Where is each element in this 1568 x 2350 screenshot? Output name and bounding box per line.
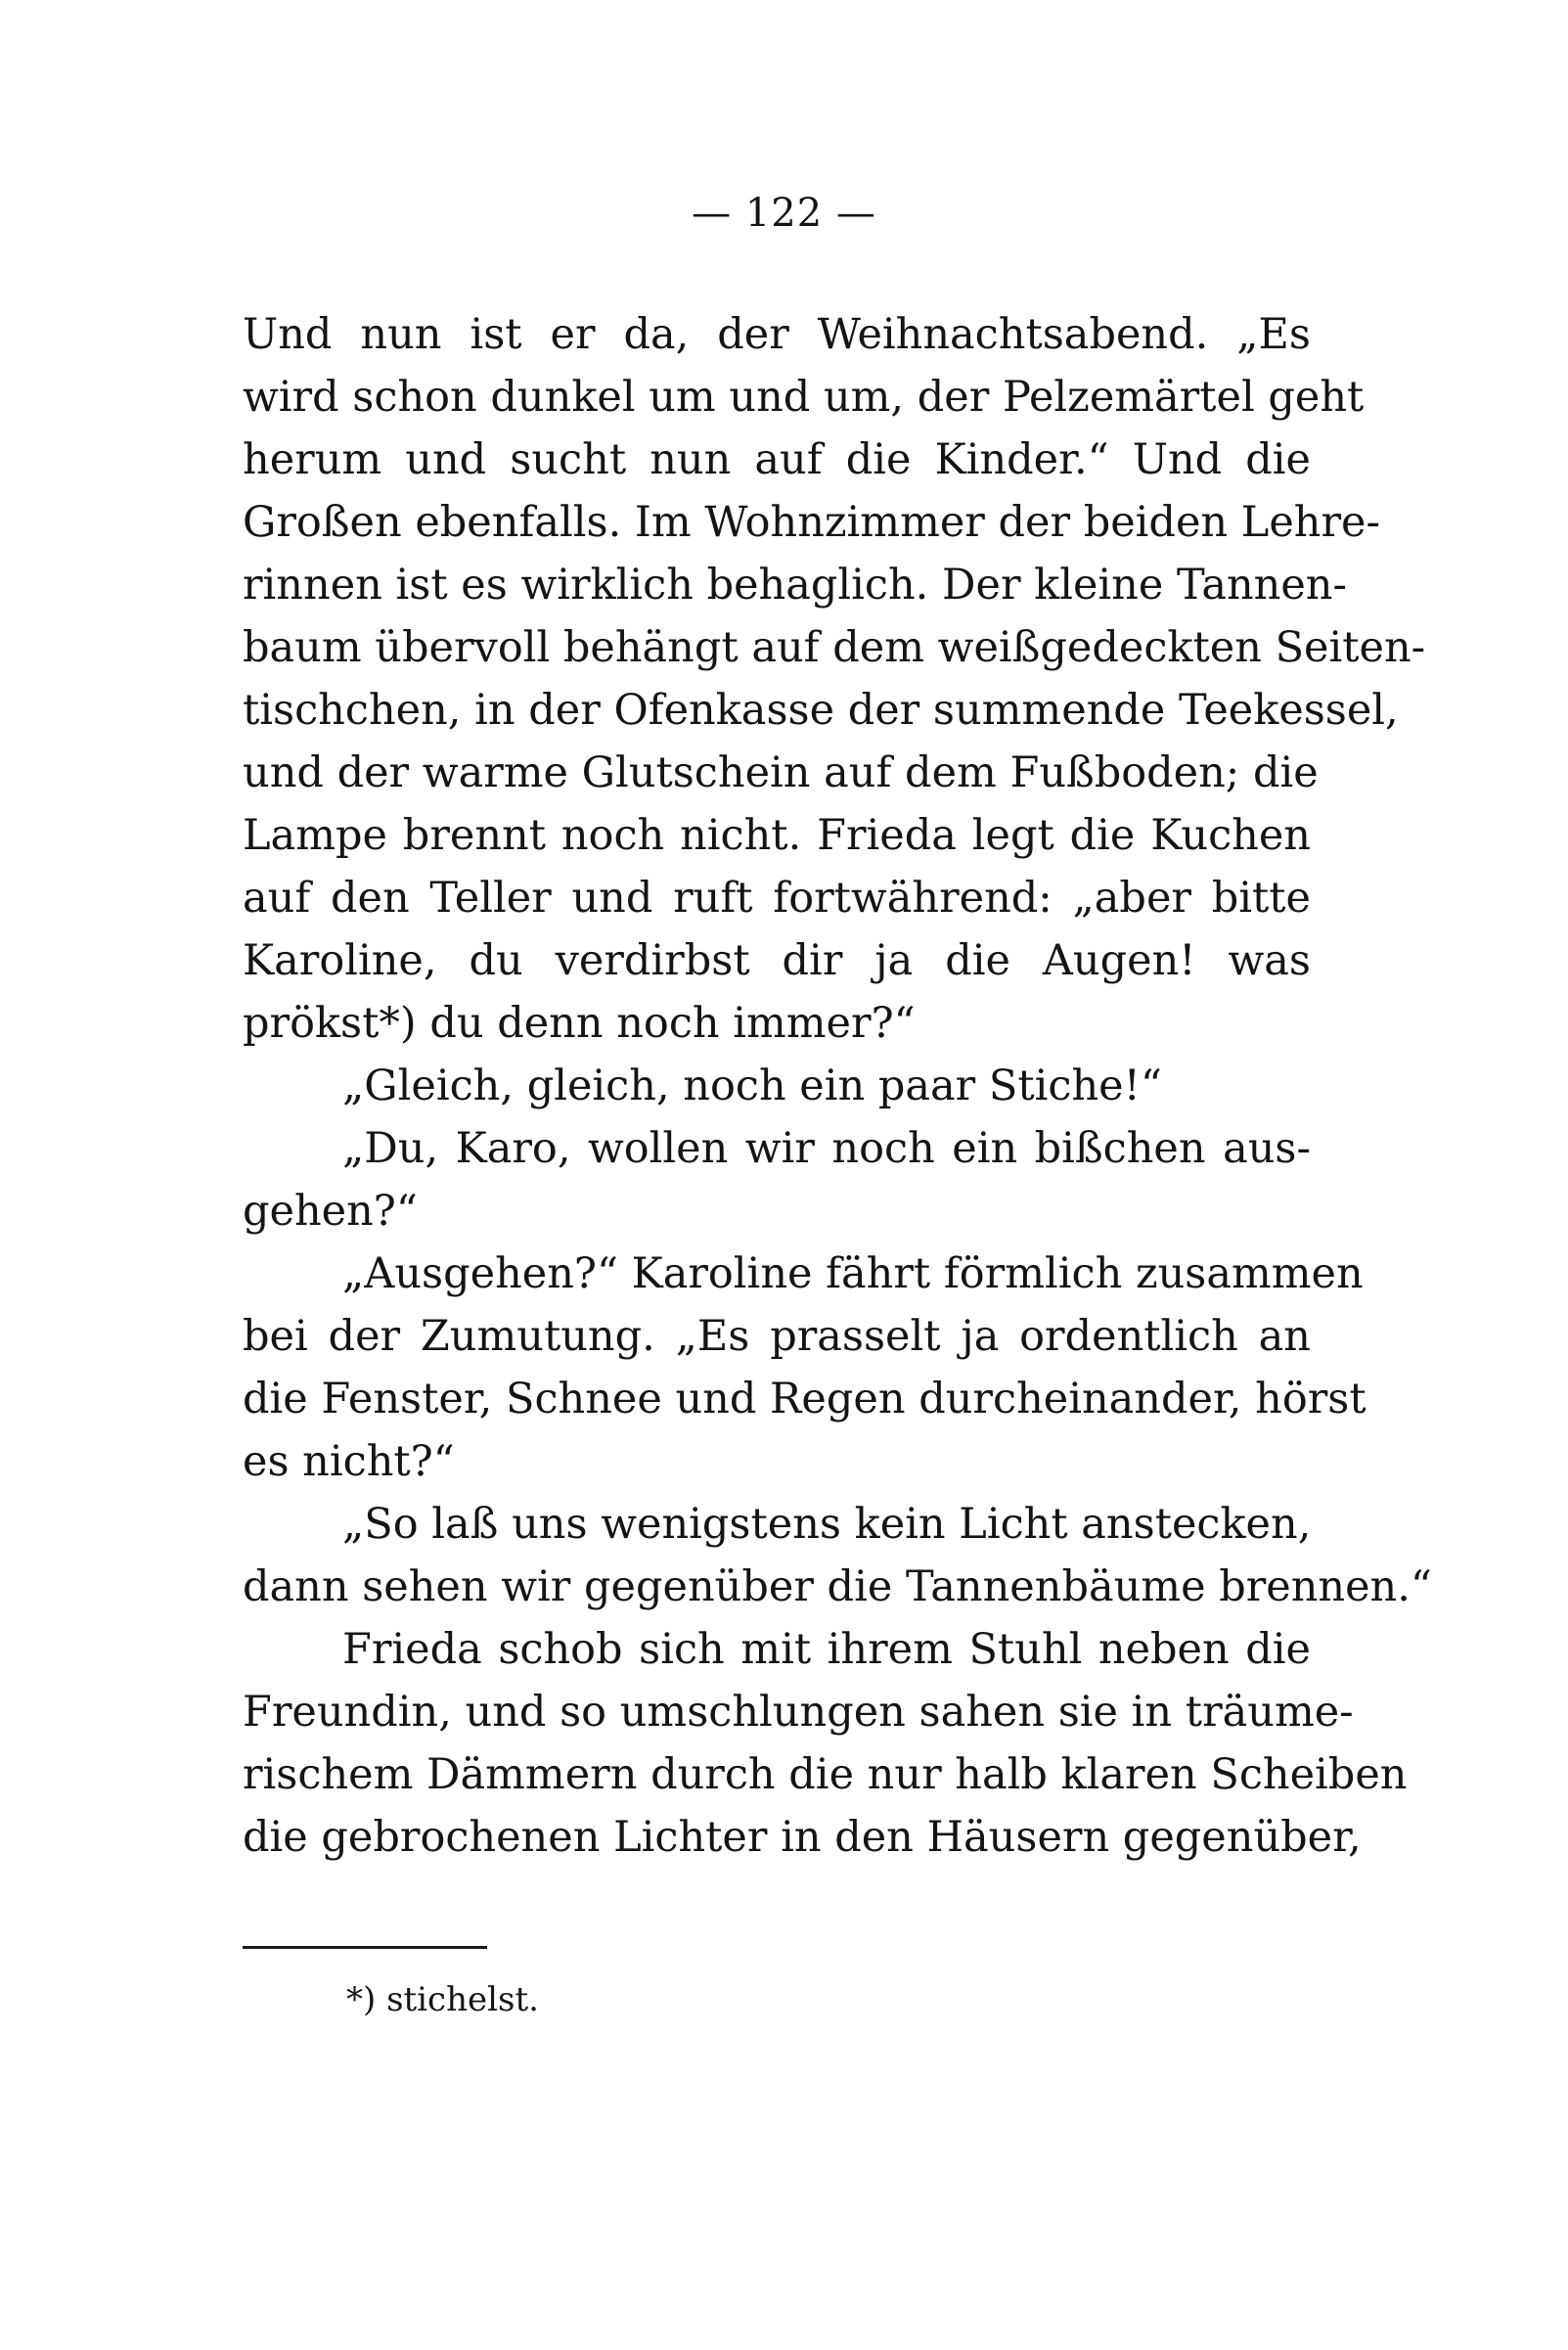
text-line: Großen ebenfalls. Im Wohnzimmer der beiden Lehre- bbox=[243, 498, 1380, 547]
text-line: Und nun ist er da, der Weihnachtsabend. „Es bbox=[243, 310, 1311, 359]
footnote: *) stichelst. bbox=[346, 1980, 539, 2019]
text-line: die Fenster, Schnee und Regen durcheinander, hörst bbox=[243, 1375, 1366, 1424]
text-line: wird schon dunkel um und um, der Pelzemärtel geht bbox=[243, 373, 1365, 422]
text-line: „Du, Karo, wollen wir noch ein bißchen aus- bbox=[342, 1124, 1311, 1173]
text-line: prökst*) du denn noch immer?“ bbox=[243, 999, 916, 1048]
text-line: „Gleich, gleich, noch ein paar Stiche!“ bbox=[342, 1062, 1162, 1110]
text-line: „So laß uns wenigstens kein Licht anstecken, bbox=[342, 1500, 1312, 1549]
text-line: Karoline, du verdirbst dir ja die Augen! was bbox=[243, 936, 1311, 985]
text-line: herum und sucht nun auf die Kinder.“ Und die bbox=[243, 435, 1311, 484]
text-line: rinnen ist es wirklich behaglich. Der kleine Tannen- bbox=[243, 561, 1348, 610]
footnote-divider bbox=[243, 1946, 487, 1949]
text-line: tischchen, in der Ofenkasse der summende Teekessel, bbox=[243, 686, 1399, 735]
text-line: und der warme Glutschein auf dem Fußboden; die bbox=[243, 748, 1319, 797]
text-line: dann sehen wir gegenüber die Tannenbäume brennen.“ bbox=[243, 1562, 1432, 1611]
text-line: Frieda schob sich mit ihrem Stuhl neben die bbox=[342, 1625, 1311, 1674]
text-line: Freundin, und so umschlungen sahen sie in träume- bbox=[243, 1688, 1354, 1737]
text-line: „Ausgehen?“ Karoline fährt förmlich zusammen bbox=[342, 1249, 1364, 1298]
text-line: auf den Teller und ruft fortwährend: „aber bitte bbox=[243, 874, 1311, 923]
text-line: es nicht?“ bbox=[243, 1437, 455, 1486]
text-line: die gebrochenen Lichter in den Häusern gegenüber, bbox=[243, 1813, 1362, 1862]
text-line: baum übervoll behängt auf dem weißgedeckten Seiten- bbox=[243, 623, 1426, 672]
page-number: — 122 — bbox=[692, 191, 876, 236]
text-line: bei der Zumutung. „Es prasselt ja ordentlich an bbox=[243, 1312, 1311, 1361]
text-line: Lampe brennt noch nicht. Frieda legt die Kuchen bbox=[243, 811, 1311, 860]
text-line: rischem Dämmern durch die nur halb klaren Scheiben bbox=[243, 1750, 1408, 1799]
text-line: gehen?“ bbox=[243, 1187, 418, 1236]
